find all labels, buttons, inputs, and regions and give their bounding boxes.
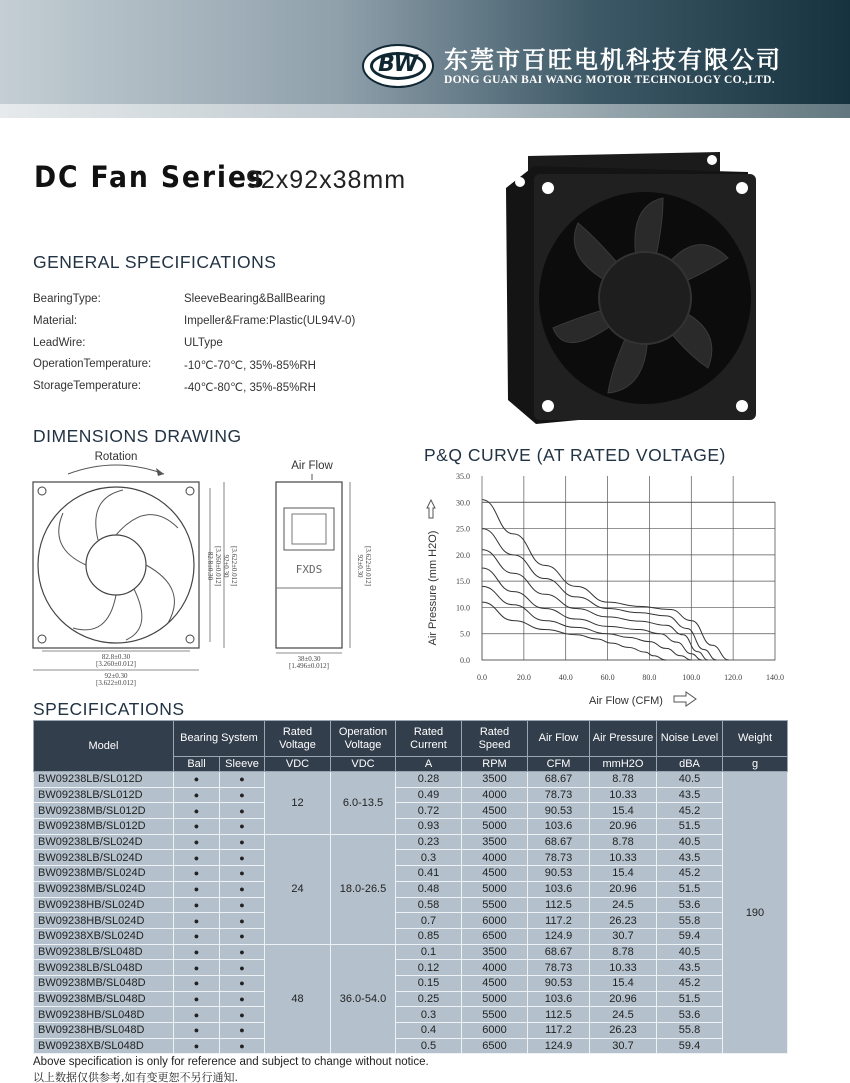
cell-model: BW09238XB/SL024D: [34, 928, 174, 944]
cell-ball: ●: [174, 772, 220, 788]
cell-pressure: 26.23: [590, 913, 657, 929]
spec-value: -10℃-70℃, 35%-85%RH: [184, 360, 316, 372]
cell-sleeve: ●: [220, 975, 265, 991]
cell-ball: ●: [174, 850, 220, 866]
disclaimer-cn: 以上数据仅供参考,如有变更恕不另行通知.: [33, 1071, 238, 1083]
x-axis-label: Air Flow (CFM): [589, 695, 663, 707]
cell-op-voltage: 6.0-13.5: [331, 772, 396, 835]
cell-voltage: 48: [265, 944, 331, 1054]
x-tick-label: 60.0: [600, 673, 615, 682]
cell-speed: 6500: [462, 928, 528, 944]
cell-model: BW09238LB/SL048D: [34, 944, 174, 960]
cell-model: BW09238LB/SL024D: [34, 834, 174, 850]
cell-model: BW09238MB/SL024D: [34, 881, 174, 897]
col-header-pressure: Air Pressure: [590, 721, 657, 757]
cell-pressure: 8.78: [590, 772, 657, 788]
cell-current: 0.1: [396, 944, 462, 960]
cell-ball: ●: [174, 897, 220, 913]
col-header-model: Model: [34, 721, 174, 772]
cell-current: 0.25: [396, 991, 462, 1007]
cell-noise: 51.5: [657, 881, 723, 897]
y-tick-label: 15.0: [456, 577, 470, 587]
chart-series-group: [482, 500, 729, 660]
pq-curve-chart: [420, 462, 840, 712]
y-tick-label: 5.0: [460, 629, 470, 639]
rotation-arrow: [68, 465, 164, 474]
cell-speed: 4000: [462, 850, 528, 866]
unit-pressure: mmH2O: [590, 757, 657, 772]
fan-product-image: [498, 148, 764, 426]
cell-airflow: 78.73: [528, 850, 590, 866]
x-tick-label: 100.0: [682, 673, 701, 682]
cell-pressure: 20.96: [590, 881, 657, 897]
cell-sleeve: ●: [220, 787, 265, 803]
spec-label: BearingType:: [33, 293, 101, 305]
cell-sleeve: ●: [220, 834, 265, 850]
cell-noise: 40.5: [657, 772, 723, 788]
cell-speed: 6000: [462, 1023, 528, 1039]
spec-row-material: [33, 315, 356, 327]
cell-pressure: 20.96: [590, 991, 657, 1007]
cell-noise: 59.4: [657, 1038, 723, 1054]
table-row: [34, 928, 788, 944]
spec-value: SleeveBearing&BallBearing: [184, 293, 326, 305]
unit-speed: RPM: [462, 757, 528, 772]
dim-bottom-1-in: [3.260±0.012]: [95, 660, 137, 668]
cell-model: BW09238XB/SL048D: [34, 1038, 174, 1054]
cell-sleeve: ●: [220, 944, 265, 960]
table-row: [34, 772, 788, 788]
cell-airflow: 112.5: [528, 1007, 590, 1023]
x-tick-label: 0.0: [477, 673, 487, 682]
disclaimer-en: Above specification is only for reference and subject to change without notice.: [33, 1056, 429, 1068]
cell-noise: 43.5: [657, 787, 723, 803]
cell-pressure: 24.5: [590, 1007, 657, 1023]
cell-model: BW09238MB/SL012D: [34, 819, 174, 835]
cell-model: BW09238HB/SL048D: [34, 1007, 174, 1023]
col-header-op-voltage: Operation Voltage: [331, 721, 396, 757]
table-row: [34, 787, 788, 803]
unit-weight: g: [723, 757, 788, 772]
mount-hole: [707, 155, 717, 165]
y-tick-label: 0.0: [460, 656, 470, 665]
cell-noise: 40.5: [657, 944, 723, 960]
dim-depth-in: [1.496±0.012]: [288, 662, 330, 670]
fan-hub: [599, 252, 691, 344]
general-specs-heading: GENERAL SPECIFICATIONS: [33, 252, 277, 272]
dim-bottom-2-in: [3.622±0.012]: [95, 679, 137, 687]
cell-ball: ●: [174, 960, 220, 976]
specifications-table: [33, 720, 788, 1054]
cell-noise: 43.5: [657, 850, 723, 866]
chart-tick-labels: [456, 472, 784, 682]
cell-model: BW09238HB/SL024D: [34, 897, 174, 913]
cell-noise: 55.8: [657, 913, 723, 929]
table-row: [34, 1007, 788, 1023]
x-tick-label: 140.0: [766, 673, 784, 682]
x-tick-label: 40.0: [558, 673, 573, 682]
cell-airflow: 68.67: [528, 772, 590, 788]
airflow-label: Air Flow: [291, 460, 333, 472]
x-tick-label: 80.0: [642, 673, 657, 682]
table-row: [34, 834, 788, 850]
cell-current: 0.15: [396, 975, 462, 991]
cell-model: BW09238HB/SL024D: [34, 913, 174, 929]
cell-airflow: 90.53: [528, 866, 590, 882]
cell-voltage: 12: [265, 772, 331, 835]
y-tick-label: 30.0: [456, 498, 470, 508]
table-row: [34, 1038, 788, 1054]
cell-pressure: 15.4: [590, 803, 657, 819]
cell-ball: ●: [174, 866, 220, 882]
cell-noise: 51.5: [657, 819, 723, 835]
cell-pressure: 20.96: [590, 819, 657, 835]
table-row: [34, 819, 788, 835]
cell-noise: 53.6: [657, 1007, 723, 1023]
cell-ball: ●: [174, 819, 220, 835]
table-row: [34, 944, 788, 960]
col-header-current: Rated Current: [396, 721, 462, 757]
cell-op-voltage: 36.0-54.0: [331, 944, 396, 1054]
cell-airflow: 117.2: [528, 913, 590, 929]
cell-model: BW09238MB/SL048D: [34, 991, 174, 1007]
cell-current: 0.23: [396, 834, 462, 850]
specifications-table-body: [34, 772, 788, 1054]
unit-current: A: [396, 757, 462, 772]
cell-noise: 40.5: [657, 834, 723, 850]
dim-depth: 38±0.30: [297, 655, 321, 663]
series-size: 92x92x38mm: [246, 166, 407, 194]
cell-current: 0.49: [396, 787, 462, 803]
unit-airflow: CFM: [528, 757, 590, 772]
cell-current: 0.3: [396, 850, 462, 866]
spec-value: ULType: [184, 337, 223, 349]
cell-model: BW09238HB/SL048D: [34, 1023, 174, 1039]
dim-bottom-2: 92±0.30: [104, 672, 128, 680]
cell-current: 0.72: [396, 803, 462, 819]
spec-row-bearing: [33, 293, 326, 305]
cell-noise: 55.8: [657, 1023, 723, 1039]
cell-ball: ●: [174, 991, 220, 1007]
series-line-5: [482, 529, 716, 660]
cell-pressure: 8.78: [590, 834, 657, 850]
cell-speed: 3500: [462, 772, 528, 788]
cell-speed: 4000: [462, 787, 528, 803]
col-header-voltage: Rated Voltage: [265, 721, 331, 757]
cell-speed: 4500: [462, 975, 528, 991]
cell-pressure: 10.33: [590, 787, 657, 803]
mount-hole: [542, 400, 554, 412]
cell-current: 0.5: [396, 1038, 462, 1054]
table-row: [34, 850, 788, 866]
cell-airflow: 103.6: [528, 819, 590, 835]
cell-pressure: 10.33: [590, 850, 657, 866]
cell-noise: 45.2: [657, 803, 723, 819]
cell-sleeve: ●: [220, 850, 265, 866]
mount-hole: [736, 182, 748, 194]
unit-op-voltage: VDC: [331, 757, 396, 772]
cell-pressure: 30.7: [590, 1038, 657, 1054]
dimensions-drawing: [28, 448, 378, 688]
x-axis-arrow-icon: [674, 692, 696, 706]
cell-model: BW09238MB/SL048D: [34, 975, 174, 991]
cell-ball: ●: [174, 787, 220, 803]
dim-height-1: 82.8±0.30: [206, 551, 214, 581]
cell-pressure: 8.78: [590, 944, 657, 960]
cell-pressure: 30.7: [590, 928, 657, 944]
cell-airflow: 78.73: [528, 787, 590, 803]
cell-speed: 5500: [462, 1007, 528, 1023]
cell-current: 0.41: [396, 866, 462, 882]
dim-bottom-1: 82.8±0.30: [101, 653, 131, 661]
unit-noise: dBA: [657, 757, 723, 772]
table-row: [34, 991, 788, 1007]
cell-airflow: 78.73: [528, 960, 590, 976]
front-view-holes: [38, 487, 194, 643]
cell-ball: ●: [174, 834, 220, 850]
cell-airflow: 117.2: [528, 1023, 590, 1039]
cell-airflow: 90.53: [528, 975, 590, 991]
cell-sleeve: ●: [220, 772, 265, 788]
mount-hole: [736, 400, 748, 412]
table-row: [34, 960, 788, 976]
series-line-1: [482, 602, 666, 660]
x-tick-label: 120.0: [724, 673, 743, 682]
table-row: [34, 897, 788, 913]
dim-height-2-in: [3.622±0.012]: [230, 545, 238, 587]
cell-sleeve: ●: [220, 928, 265, 944]
cell-sleeve: ●: [220, 897, 265, 913]
side-view-box-inner: [292, 514, 326, 544]
col-header-speed: Rated Speed: [462, 721, 528, 757]
cell-pressure: 10.33: [590, 960, 657, 976]
spec-label: LeadWire:: [33, 337, 86, 349]
front-view-blades: [59, 490, 178, 640]
cell-voltage: 24: [265, 834, 331, 944]
cell-current: 0.3: [396, 1007, 462, 1023]
cell-airflow: 103.6: [528, 881, 590, 897]
spec-row-op-temp: [33, 358, 316, 372]
cell-pressure: 15.4: [590, 975, 657, 991]
cell-sleeve: ●: [220, 1038, 265, 1054]
cell-speed: 3500: [462, 834, 528, 850]
side-mark: FXDS: [295, 563, 323, 576]
cell-speed: 5000: [462, 819, 528, 835]
series-line-6: [482, 500, 729, 660]
spec-label: Material:: [33, 315, 78, 327]
cell-noise: 53.6: [657, 897, 723, 913]
unit-sleeve: Sleeve: [220, 757, 265, 772]
cell-noise: 43.5: [657, 960, 723, 976]
cell-current: 0.7: [396, 913, 462, 929]
cell-sleeve: ●: [220, 991, 265, 1007]
cell-model: BW09238LB/SL048D: [34, 960, 174, 976]
cell-noise: 59.4: [657, 928, 723, 944]
cell-current: 0.93: [396, 819, 462, 835]
cell-ball: ●: [174, 975, 220, 991]
rotation-label: Rotation: [94, 451, 138, 463]
table-row: [34, 803, 788, 819]
cell-current: 0.12: [396, 960, 462, 976]
cell-speed: 5000: [462, 991, 528, 1007]
cell-weight: 190: [723, 772, 788, 1054]
cell-current: 0.28: [396, 772, 462, 788]
cell-airflow: 90.53: [528, 803, 590, 819]
company-logo: [362, 44, 434, 88]
cell-speed: 5000: [462, 881, 528, 897]
cell-sleeve: ●: [220, 819, 265, 835]
cell-airflow: 68.67: [528, 834, 590, 850]
cell-ball: ●: [174, 944, 220, 960]
cell-current: 0.4: [396, 1023, 462, 1039]
cell-speed: 4000: [462, 960, 528, 976]
header-banner: [0, 0, 850, 104]
cell-current: 0.58: [396, 897, 462, 913]
y-tick-label: 35.0: [456, 472, 470, 481]
cell-airflow: 103.6: [528, 991, 590, 1007]
col-header-airflow: Air Flow: [528, 721, 590, 757]
cell-ball: ●: [174, 1038, 220, 1054]
cell-sleeve: ●: [220, 960, 265, 976]
dimensions-heading: DIMENSIONS DRAWING: [33, 426, 242, 446]
cell-pressure: 26.23: [590, 1023, 657, 1039]
y-tick-label: 25.0: [456, 524, 470, 534]
table-row: [34, 866, 788, 882]
cell-current: 0.48: [396, 881, 462, 897]
table-row: [34, 1023, 788, 1039]
cell-ball: ●: [174, 881, 220, 897]
company-name-cn: 东莞市百旺电机科技有限公司: [444, 45, 782, 74]
cell-speed: 5500: [462, 897, 528, 913]
cell-noise: 45.2: [657, 866, 723, 882]
spec-value: Impeller&Frame:Plastic(UL94V-0): [184, 315, 356, 327]
mount-hole: [542, 182, 554, 194]
table-row: [34, 975, 788, 991]
dim-side-height-in: [3.622±0.012]: [364, 545, 372, 587]
cell-ball: ●: [174, 928, 220, 944]
cell-op-voltage: 18.0-26.5: [331, 834, 396, 944]
cell-speed: 3500: [462, 944, 528, 960]
dim-height-2: 92±0.30: [222, 554, 230, 578]
cell-ball: ●: [174, 913, 220, 929]
cell-airflow: 124.9: [528, 1038, 590, 1054]
spec-label: OperationTemperature:: [33, 358, 152, 370]
unit-ball: Ball: [174, 757, 220, 772]
cell-ball: ●: [174, 1023, 220, 1039]
cell-pressure: 24.5: [590, 897, 657, 913]
col-header-weight: Weight: [723, 721, 788, 757]
spec-row-leadwire: [33, 337, 223, 349]
cell-speed: 6500: [462, 1038, 528, 1054]
cell-noise: 51.5: [657, 991, 723, 1007]
y-tick-label: 20.0: [456, 550, 470, 560]
cell-sleeve: ●: [220, 866, 265, 882]
y-tick-label: 10.0: [456, 603, 470, 613]
col-header-noise: Noise Level: [657, 721, 723, 757]
cell-speed: 4500: [462, 866, 528, 882]
spec-label: StorageTemperature:: [33, 380, 142, 392]
spec-value: -40℃-80℃, 35%-85%RH: [184, 382, 316, 394]
cell-speed: 6000: [462, 913, 528, 929]
mount-hole: [515, 177, 525, 187]
table-row: [34, 881, 788, 897]
spec-row-storage-temp: [33, 380, 316, 394]
cell-model: BW09238LB/SL012D: [34, 772, 174, 788]
unit-voltage: VDC: [265, 757, 331, 772]
specifications-heading: SPECIFICATIONS: [33, 699, 185, 719]
dim-height-1-in: [3.260±0.012]: [214, 545, 222, 587]
cell-model: BW09238MB/SL024D: [34, 866, 174, 882]
cell-model: BW09238LB/SL024D: [34, 850, 174, 866]
x-tick-label: 20.0: [516, 673, 531, 682]
cell-noise: 45.2: [657, 975, 723, 991]
cell-airflow: 68.67: [528, 944, 590, 960]
rotation-arrow-head: [156, 468, 164, 476]
cell-model: BW09238LB/SL012D: [34, 787, 174, 803]
front-view-frame: [33, 482, 199, 648]
series-line-3: [482, 568, 702, 660]
y-axis-label: Air Pressure (mm H2O): [427, 530, 439, 646]
y-axis-arrow-icon: [427, 500, 435, 518]
cell-airflow: 112.5: [528, 897, 590, 913]
cell-speed: 4500: [462, 803, 528, 819]
header-band: [0, 104, 850, 118]
pq-heading: P&Q CURVE (AT RATED VOLTAGE): [424, 445, 726, 465]
cell-pressure: 15.4: [590, 866, 657, 882]
table-row: [34, 913, 788, 929]
series-title: DC Fan Series: [34, 160, 266, 194]
front-view-opening: [38, 487, 194, 643]
cell-airflow: 124.9: [528, 928, 590, 944]
col-header-bearing: Bearing System: [174, 721, 265, 757]
cell-sleeve: ●: [220, 913, 265, 929]
logo-text: BW: [378, 52, 418, 77]
cell-sleeve: ●: [220, 1007, 265, 1023]
cell-sleeve: ●: [220, 881, 265, 897]
company-name-en: DONG GUAN BAI WANG MOTOR TECHNOLOGY CO.,LTD.: [444, 74, 775, 86]
cell-current: 0.85: [396, 928, 462, 944]
cell-ball: ●: [174, 803, 220, 819]
cell-sleeve: ●: [220, 803, 265, 819]
cell-sleeve: ●: [220, 1023, 265, 1039]
front-view-hub: [86, 535, 146, 595]
dim-side-height: 92±0.30: [356, 554, 364, 578]
series-line-2: [482, 586, 691, 660]
chart-grid: [482, 476, 775, 660]
cell-model: BW09238MB/SL012D: [34, 803, 174, 819]
cell-ball: ●: [174, 1007, 220, 1023]
